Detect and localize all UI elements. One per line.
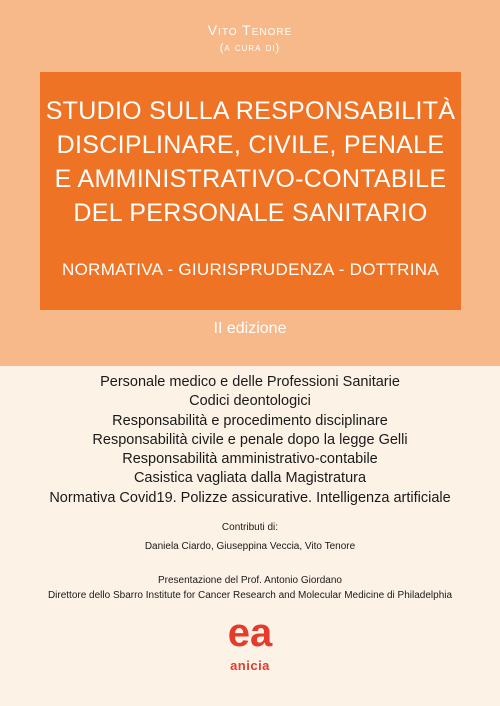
topic-item: Personale medico e delle Professioni Sanitarie (100, 374, 400, 390)
title-line: E AMMINISTRATIVO-CONTABILE (54, 165, 447, 193)
edition-label: II edizione (213, 320, 287, 337)
title-line: DEL PERSONALE SANITARIO (73, 199, 428, 227)
presentation-line: Direttore dello Sbarro Institute for Cancer Research and Molecular Medicine di Philadelphia (47, 590, 453, 601)
book-title (40, 94, 461, 230)
topic-item: Responsabilità civile e penale dopo la legge Gelli (92, 431, 408, 448)
contributors-label: Contributi di: (221, 522, 279, 533)
presentation-block (0, 573, 500, 603)
contributors-names: Daniela Ciardo, Giuseppina Veccia, Vito Tenore (144, 541, 356, 552)
topic-item: Responsabilità e procedimento disciplinare (112, 412, 388, 429)
title-line: STUDIO SULLA RESPONSABILITÀ (45, 97, 456, 125)
topic-item: Codici deontologici (189, 393, 311, 410)
title-box (40, 72, 461, 310)
topic-item: Normativa Covid19. Polizze assicurative. Intelligenza artificiale (49, 489, 451, 506)
publisher-name: anicia (230, 658, 270, 673)
presentation-line: Presentazione del Prof. Antonio Giordano (157, 575, 342, 586)
topics-list (0, 373, 500, 508)
author-editor-note: (a cura di) (219, 42, 281, 54)
title-line: DISCIPLINARE, CIVILE, PENALE (56, 131, 445, 159)
topic-item: Casistica vagliata dalla Magistratura (133, 470, 367, 487)
book-subtitle: NORMATIVA - GIURISPRUDENZA - DOTTRINA (62, 260, 439, 279)
publisher-logo-mark: ea (227, 611, 273, 655)
topic-item: Responsabilità amministrativo-contabile (122, 451, 378, 468)
author-name: Vito Tenore (207, 22, 293, 38)
publisher-logo (222, 602, 278, 662)
